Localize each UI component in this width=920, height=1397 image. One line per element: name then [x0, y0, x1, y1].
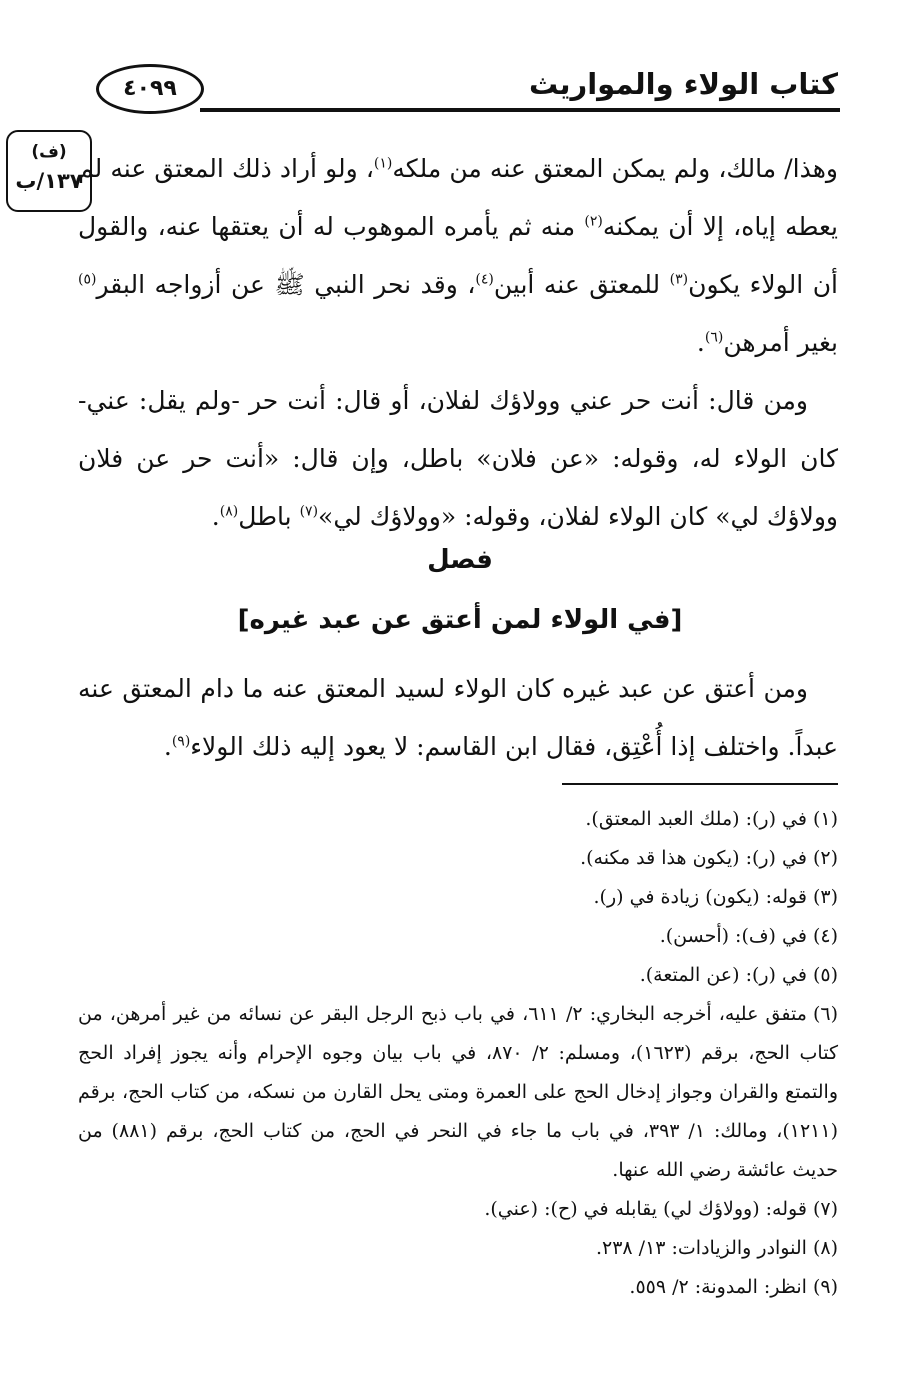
text-run: . — [211, 502, 220, 531]
footnote-number: (١) — [812, 808, 838, 830]
footnote-item — [78, 878, 838, 917]
section-heading: فصل — [427, 545, 493, 575]
footnote-item — [78, 995, 838, 1190]
footnote-number: (٣) — [812, 886, 838, 908]
text-run: ، وقد نحر النبي ﷺ عن أزواجه البقر — [96, 270, 476, 299]
footnote-number: (٨) — [812, 1237, 838, 1259]
footnote-ref-7: (٧) — [299, 503, 319, 520]
running-header-title: كتاب الولاء والمواريث — [528, 67, 838, 101]
footnote-text: في (ر): (ملك العبد المعتق). — [585, 808, 807, 830]
folio-manuscript-siglum: (ف) — [31, 142, 67, 162]
footnote-number: (٩) — [812, 1276, 838, 1298]
footnote-number: (٤) — [812, 925, 838, 947]
footnote-ref-1: (١) — [373, 155, 393, 172]
footnote-ref-9: (٩) — [171, 733, 191, 750]
footnote-item — [78, 800, 838, 839]
footnote-text: في (ر): (عن المتعة). — [639, 964, 807, 986]
footnote-ref-6: (٦) — [704, 329, 724, 346]
text-run: للمعتق عنه أبين — [493, 270, 670, 299]
text-run: ، ولو أراد ذلك المعتق عنه لم يعطه إياه، إلا أن يمكنه — [78, 154, 838, 241]
footnote-item — [78, 1268, 838, 1307]
footnote-text: في (ر): (يكون هذا قد مكنه). — [580, 847, 807, 869]
footnote-item — [78, 1190, 838, 1229]
footnote-ref-8: (٨) — [219, 503, 239, 520]
footnote-ref-2: (٢) — [584, 213, 603, 230]
text-run: ومن قال: أنت حر عني وولاؤك لفلان، أو قال: أنت حر -ولم يقل: عني- كان الولاء له، وقوله: «عن فلان» باطل، وإن قال: «أنت حر عن فلان وولاؤك لي» كان الولاء لفلان، وقوله: «وولاؤك لي» — [78, 386, 838, 531]
text-run: باطل — [238, 502, 300, 531]
footnote-text: قوله: (يكون) زيادة في (ر). — [593, 886, 807, 908]
text-run: بغير أمرهن — [723, 328, 838, 357]
folio-number: ١٣٧/ب — [15, 169, 83, 193]
footnote-text: متفق عليه، أخرجه البخاري: ٢/ ٦١١، في باب ذبح الرجل البقر عن نسائه من غير أمرهن، من كتاب الحج، برقم (١٦٢٣)، ومسلم: ٢/ ٨٧٠، في باب بيان وجوه الإحرام وأنه يجوز إفراد الحج والتمتع والقران وجواز إدخال الحج على العمرة ومتى يحل القارن من نسكه، من كتاب الحج، برقم (١٢١١)، ومالك: ١/ ٣٩٣، في باب ما جاء في النحر في الحج، من كتاب الحج، برقم (٨٨١) من حديث عائشة رضي الله عنها. — [78, 1003, 839, 1181]
footnote-ref-3: (٣) — [669, 271, 689, 288]
footnote-item — [78, 839, 838, 878]
text-run: . — [163, 732, 172, 761]
footnote-item — [78, 1229, 838, 1268]
text-run: . — [696, 328, 705, 357]
footnote-number: (٢) — [812, 847, 838, 869]
page-number: ٤٠٩٩ — [96, 64, 204, 114]
paragraph-1 — [78, 140, 838, 372]
text-run: ومن أعتق عن عبد غيره كان الولاء لسيد المعتق عنه ما دام المعتق عنه عبداً. واختلف إذا أُعْتِق، فقال ابن القاسم: لا يعود إليه ذلك الولاء — [78, 674, 838, 761]
footnote-text: قوله: (وولاؤك لي) يقابله في (ح): (عني). — [484, 1198, 807, 1220]
footnote-item — [78, 917, 838, 956]
footnote-ref-5: (٥) — [78, 271, 97, 288]
text-run: وهذا/ مالك، ولم يمكن المعتق عنه من ملكه — [392, 154, 838, 183]
footnote-text: انظر: المدونة: ٢/ ٥٥٩. — [629, 1276, 807, 1298]
footnote-number: (٦) — [812, 1003, 838, 1025]
footnote-ref-4: (٤) — [475, 271, 494, 288]
text-run: منه ثم يأمره الموهوب له أن يعتقها عنه، والقول أن الولاء يكون — [78, 212, 838, 299]
footnote-text: النوادر والزيادات: ١٣/ ٢٣٨. — [595, 1237, 807, 1259]
footnotes-list — [78, 800, 838, 1307]
footnote-text: في (ف): (أحسن). — [659, 925, 807, 947]
paragraph-3 — [78, 660, 838, 776]
footnote-item — [78, 956, 838, 995]
footnote-number: (٧) — [812, 1198, 838, 1220]
footnote-separator — [562, 783, 838, 785]
header-rule — [200, 108, 840, 112]
section-subheading: [في الولاء لمن أعتق عن عبد غيره] — [237, 605, 683, 635]
paragraph-2 — [78, 372, 838, 546]
footnote-number: (٥) — [812, 964, 838, 986]
